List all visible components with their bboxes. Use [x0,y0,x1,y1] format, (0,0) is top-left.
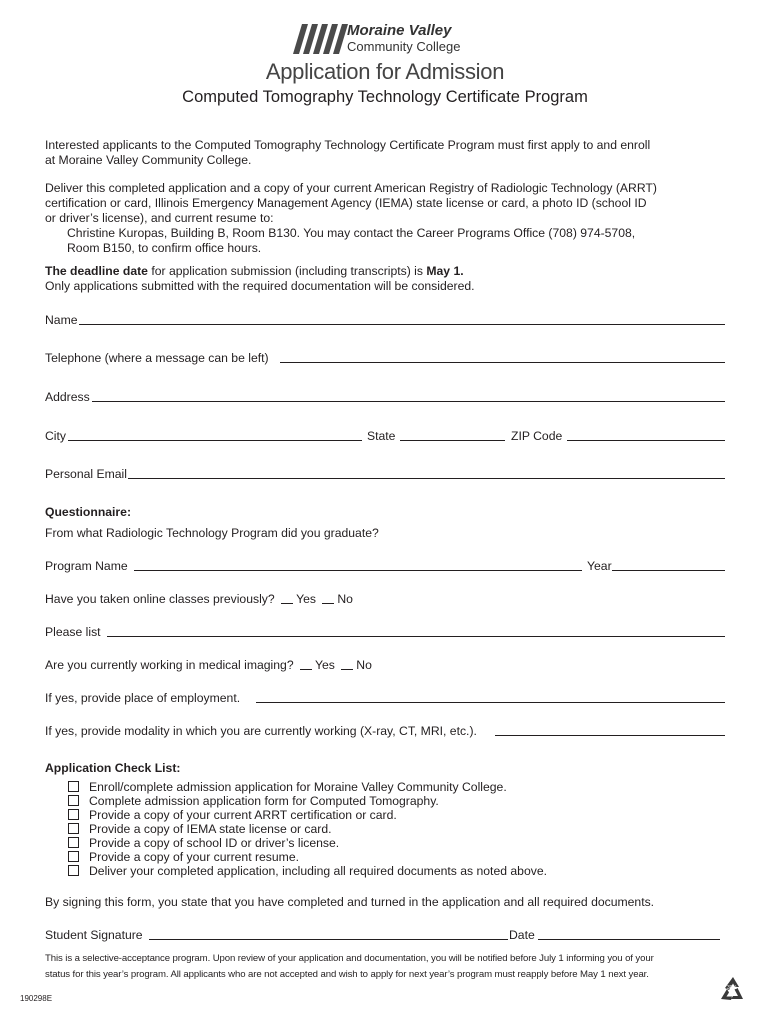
online-no-blank[interactable] [322,592,334,604]
employment-field[interactable] [256,702,725,703]
questionnaire-heading: Questionnaire: [45,505,132,519]
intro-p2-l5: Room B150, to confirm office hours. [67,241,262,255]
logo-line1: Moraine Valley [347,22,452,39]
footer-note-l1: This is a selective-acceptance program. Upon review of your application and documentation, you will be notified before July 1 informing you of your [45,953,654,964]
checklist-item-label: Provide a copy of your current ARRT certification or card. [89,808,397,822]
state-label: State [367,429,396,443]
checklist-item-label: Provide a copy of IEMA state license or card. [89,822,332,836]
checklist-item[interactable] [68,808,547,822]
city-field[interactable] [68,440,362,441]
page-title: Application for Admission [265,59,505,84]
student-signature-label: Student Signature [45,928,143,942]
telephone-label: Telephone (where a message can be left) [45,351,269,365]
student-signature-field[interactable] [149,939,508,940]
square-checkbox-icon[interactable] [68,781,79,792]
checklist-item-label: Deliver your completed application, including all required documents as noted above. [89,864,547,878]
program-name-field[interactable] [134,570,582,571]
address-field[interactable] [92,401,725,402]
intro-p2-l3: or driver’s license), and current resume to: [45,211,274,225]
footer-note-l2: status for this year’s program. All applicants who are not accepted and wish to apply for next year’s program must reapply before May 1 next year. [45,969,649,980]
logo [293,22,483,56]
intro-p1-l1: Interested applicants to the Computed Tomography Technology Certificate Program must first apply to and enroll [45,138,651,152]
checklist-item-label: Complete admission application form for Computed Tomography. [89,794,439,808]
deadline-line [45,264,464,278]
square-checkbox-icon[interactable] [68,823,79,834]
question-imaging-text: Are you currently working in medical imaging? [45,658,294,672]
deadline-mid: for application submission (including transcripts) is [147,264,427,278]
checklist-item[interactable] [68,780,547,794]
checklist-item-label: Enroll/complete admission application for Moraine Valley Community College. [89,780,507,794]
checklist-item[interactable] [68,794,547,808]
online-yes-label: Yes [296,592,316,606]
question-imaging [45,658,372,672]
program-name-label: Program Name [45,559,128,573]
zip-label: ZIP Code [511,429,563,443]
recycle-icon [718,975,748,1003]
address-label: Address [45,390,90,404]
name-label: Name [45,313,78,327]
checklist-item[interactable] [68,822,547,836]
year-field[interactable] [612,570,725,571]
recycle-percent: 30% [727,985,738,991]
deadline-line2: Only applications submitted with the required documentation will be considered. [45,279,475,293]
email-field[interactable] [128,478,725,479]
city-label: City [45,429,66,443]
date-label: Date [509,928,535,942]
checklist-item-label: Provide a copy of school ID or driver’s license. [89,836,340,850]
mvcc-logo-icon [293,24,349,54]
checklist-item[interactable] [68,864,547,878]
modality-label: If yes, provide modality in which you are currently working (X-ray, CT, MRI, etc.). [45,724,477,738]
telephone-field[interactable] [280,362,725,363]
square-checkbox-icon[interactable] [68,809,79,820]
square-checkbox-icon[interactable] [68,865,79,876]
question-online [45,592,353,606]
signing-statement: By signing this form, you state that you have completed and turned in the application and all required documents. [45,895,655,909]
modality-field[interactable] [495,735,725,736]
online-no-label: No [337,592,353,606]
email-label: Personal Email [45,467,127,481]
intro-p2-l2: certification or card, Illinois Emergency Management Agency (IEMA) state license or card, a photo ID (school ID [45,196,647,210]
employment-label: If yes, provide place of employment. [45,691,241,705]
square-checkbox-icon[interactable] [68,837,79,848]
question-program: From what Radiologic Technology Program did you graduate? [45,526,379,540]
checklist [68,780,547,878]
logo-line2: Community College [347,39,461,54]
checklist-heading: Application Check List: [45,761,181,775]
deadline-date: May 1. [426,264,464,278]
square-checkbox-icon[interactable] [68,851,79,862]
date-field[interactable] [538,939,720,940]
year-label: Year [587,559,612,573]
please-list-label: Please list [45,625,101,639]
checklist-item[interactable] [68,836,547,850]
page-subtitle: Computed Tomography Technology Certificate Program [182,88,588,106]
imaging-no-label: No [356,658,372,672]
square-checkbox-icon[interactable] [68,795,79,806]
checklist-item[interactable] [68,850,547,864]
form-code: 190298E [20,994,53,1003]
name-field[interactable] [79,324,725,325]
intro-p2-l4: Christine Kuropas, Building B, Room B130. You may contact the Career Programs Office (708) 974-5708, [67,226,636,240]
intro-p1-l2: at Moraine Valley Community College. [45,153,252,167]
online-yes-blank[interactable] [281,592,293,604]
checklist-item-label: Provide a copy of your current resume. [89,850,299,864]
intro-p2-l1: Deliver this completed application and a copy of your current American Registry of Radiologic Technology (ARRT) [45,181,657,195]
please-list-field[interactable] [107,636,725,637]
imaging-yes-label: Yes [315,658,335,672]
imaging-no-blank[interactable] [341,658,353,670]
zip-field[interactable] [567,440,725,441]
imaging-yes-blank[interactable] [300,658,312,670]
state-field[interactable] [400,440,505,441]
question-online-text: Have you taken online classes previously? [45,592,275,606]
deadline-bold: The deadline date [45,264,148,278]
